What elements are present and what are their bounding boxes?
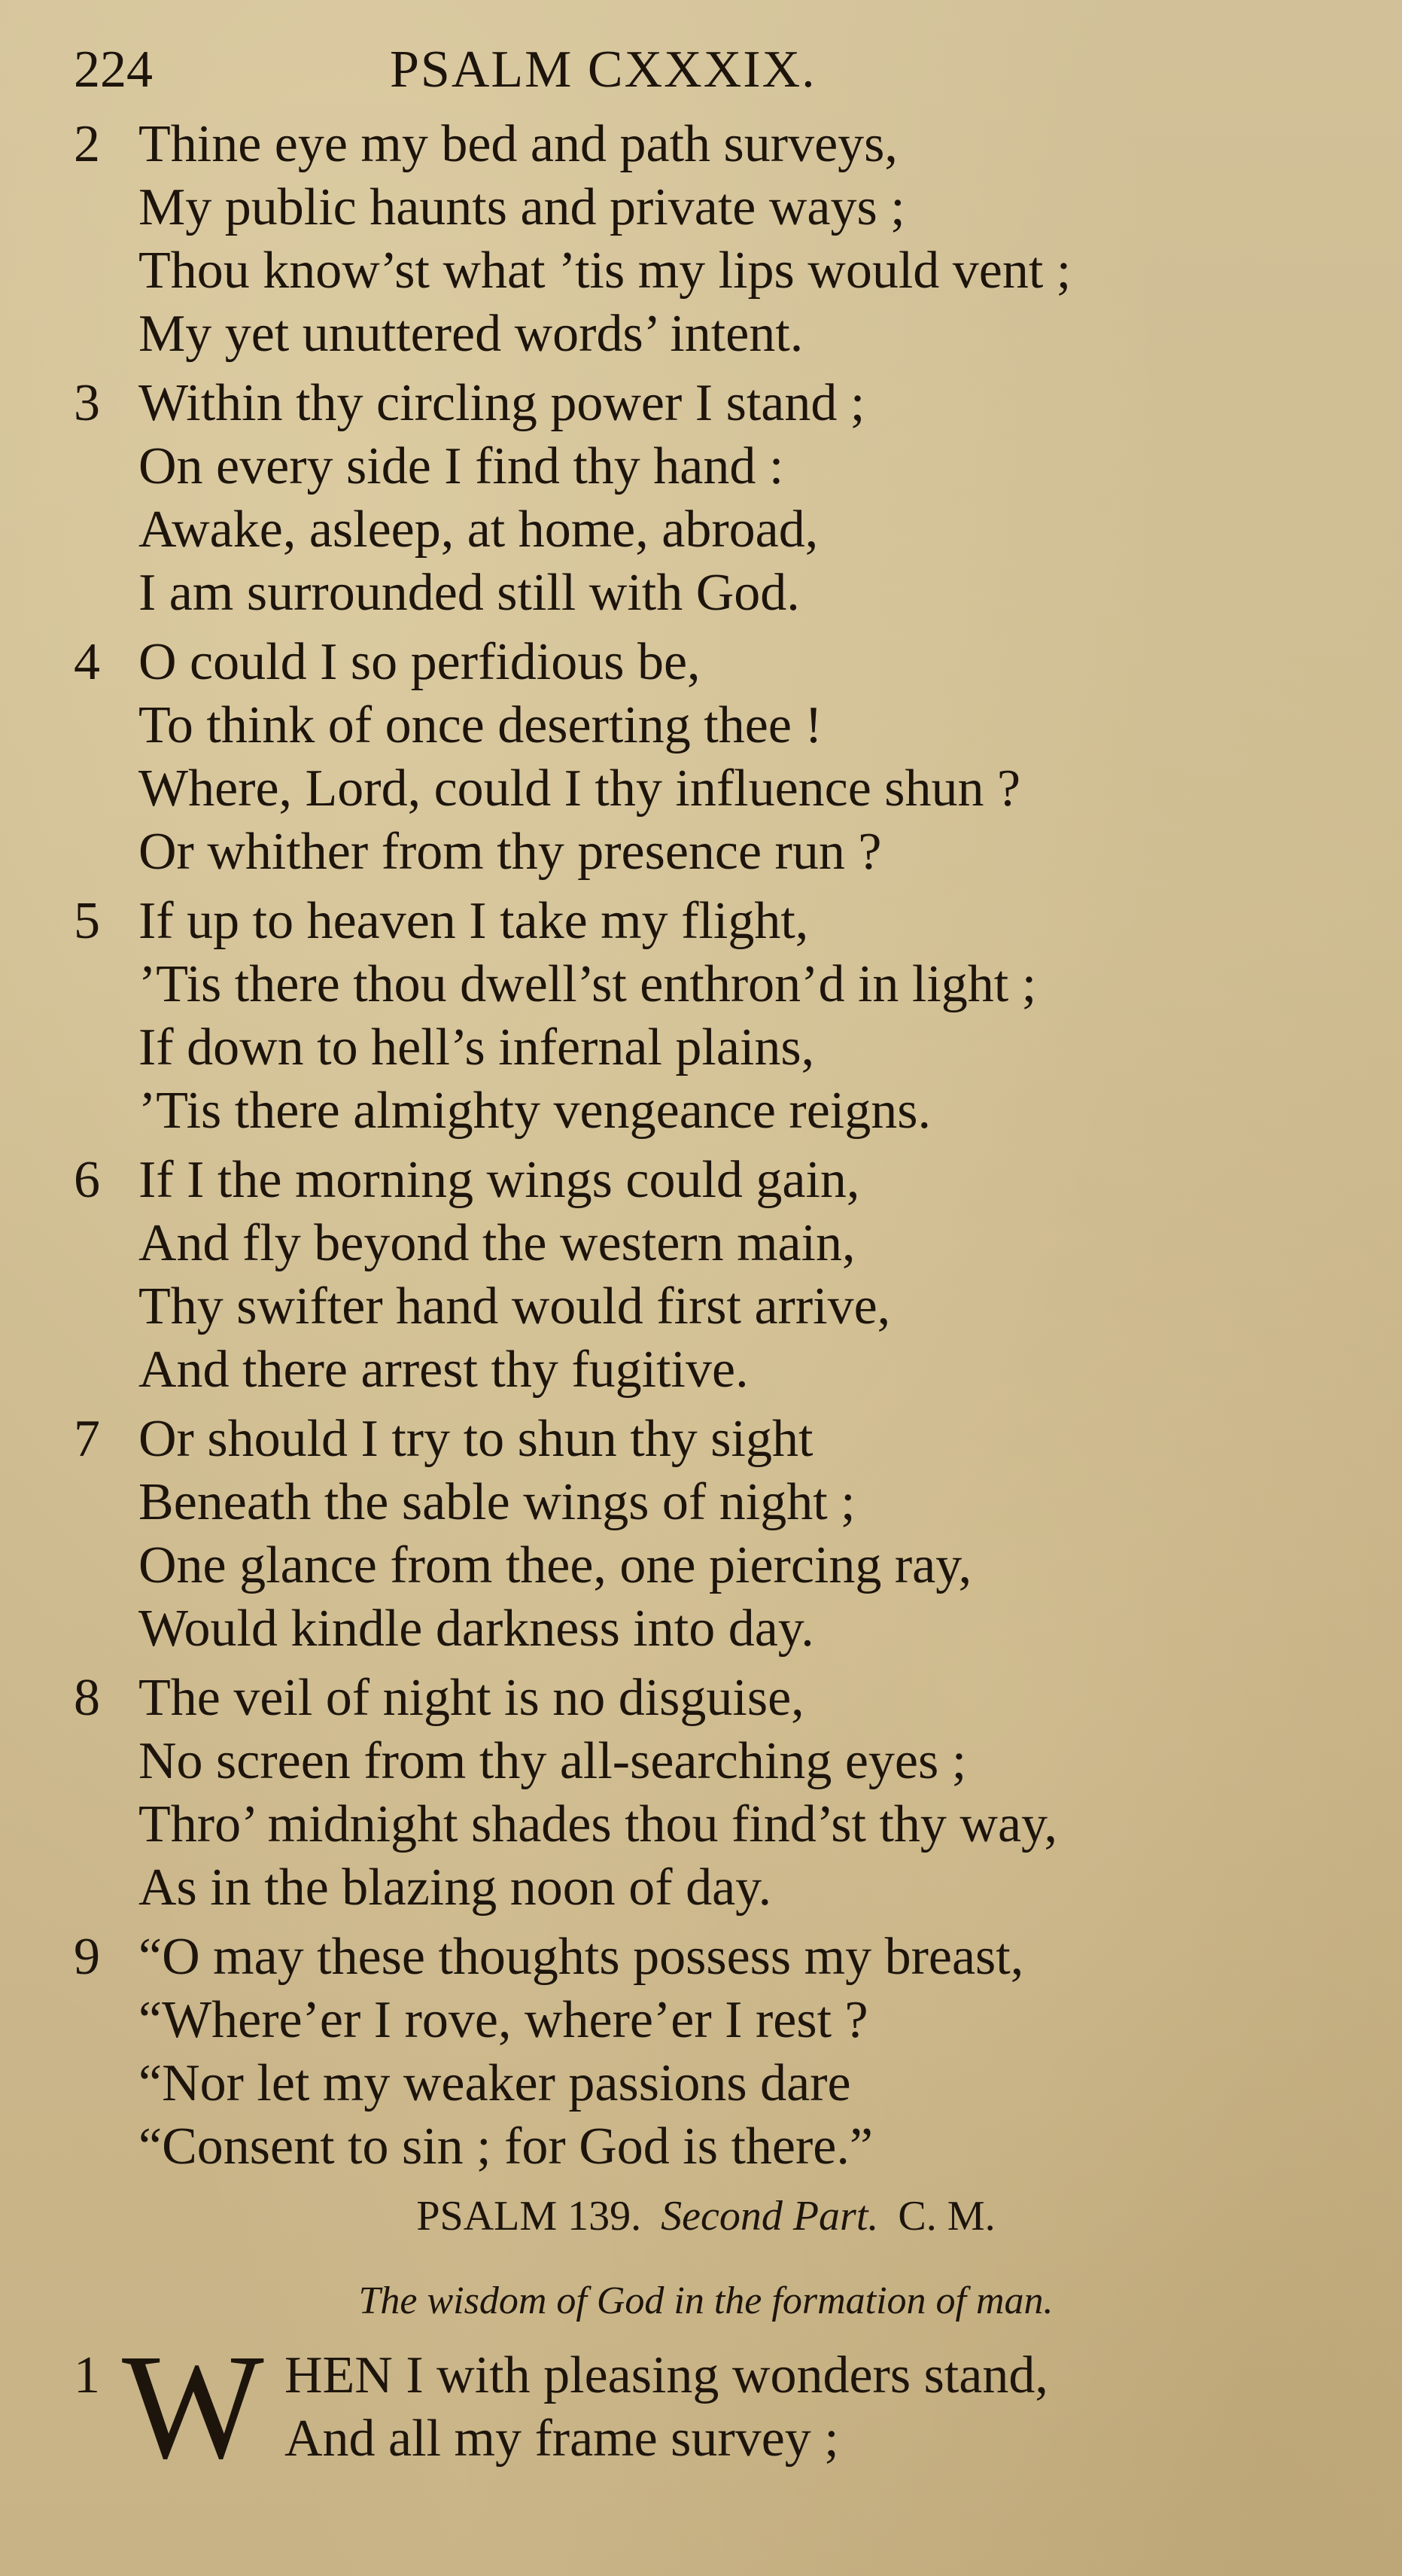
verse-line: “Where’er I rove, where’er I rest ?	[138, 1991, 868, 2049]
stanza-number: 1	[74, 2346, 100, 2404]
verse-line: “O may these thoughts possess my breast,	[138, 1928, 1024, 1986]
stanza-4	[74, 631, 1338, 884]
verse-line: Thine eye my bed and path surveys,	[138, 115, 898, 173]
section-subtitle: The wisdom of God in the formation of man.	[358, 2279, 1054, 2322]
part-label: Second Part.	[661, 2193, 879, 2240]
verse-line: And all my frame survey ;	[284, 2410, 839, 2468]
verse-line: Or whither from thy presence run ?	[138, 823, 882, 881]
stanza-number: 6	[74, 1151, 100, 1209]
verse-line: To think of once deserting thee !	[138, 696, 823, 754]
verse-line: ’Tis there thou dwell’st enthron’d in light ;	[138, 955, 1037, 1013]
verse-line: Thou know’st what ’tis my lips would vent ;	[138, 242, 1072, 300]
verse-line: Where, Lord, could I thy influence shun ?	[138, 760, 1021, 818]
stanza-2	[74, 113, 1338, 366]
page-number: 224	[74, 41, 153, 99]
verse-line: My public haunts and private ways ;	[138, 178, 905, 236]
stanza-number: 3	[74, 374, 100, 432]
stanza-3	[74, 372, 1338, 625]
verse-line: Or should I try to shun thy sight	[138, 1410, 814, 1468]
verse-line: If down to hell’s infernal plains,	[138, 1019, 815, 1076]
verse-line: O could I so perfidious be,	[138, 633, 701, 691]
stanza-number: 7	[74, 1410, 100, 1468]
verse-line: On every side I find thy hand :	[138, 437, 784, 495]
verse-line: And fly beyond the western main,	[138, 1214, 856, 1272]
verse-line: Within thy circling power I stand ;	[138, 374, 865, 432]
stanza-number: 4	[74, 633, 100, 691]
verse-line: One glance from thee, one piercing ray,	[138, 1536, 972, 1594]
verse-line: Would kindle darkness into day.	[138, 1600, 814, 1658]
section-heading	[74, 2186, 1338, 2246]
drop-cap: W	[122, 2324, 264, 2490]
verse-line: If up to heaven I take my flight,	[138, 892, 809, 950]
verse-line: HEN I with pleasing wonders stand,	[284, 2346, 1048, 2404]
stanza-number: 5	[74, 892, 100, 950]
stanza-5	[74, 890, 1338, 1143]
verse-line: And there arrest thy fugitive.	[138, 1341, 749, 1399]
verse-line: The veil of night is no disguise,	[138, 1669, 804, 1727]
verse-line: “Consent to sin ; for God is there.”	[138, 2118, 873, 2176]
stanza-1	[74, 2324, 1338, 2490]
verse-line: I am surrounded still with God.	[138, 564, 800, 622]
verse-line: Awake, asleep, at home, abroad,	[138, 501, 819, 559]
psalm-label: PSALM 139.	[416, 2193, 642, 2240]
verse-line: Beneath the sable wings of night ;	[138, 1473, 856, 1531]
stanza-number: 8	[74, 1669, 100, 1727]
page-header	[74, 29, 962, 111]
verse-line: My yet unuttered words’ intent.	[138, 305, 804, 363]
verse-line: As in the blazing noon of day.	[138, 1859, 772, 1917]
stanza-6	[74, 1149, 1338, 1402]
running-title: PSALM CXXXIX.	[390, 41, 817, 99]
verse-line: Thy swifter hand would first arrive,	[138, 1277, 891, 1335]
verse-line: ’Tis there almighty vengeance reigns.	[138, 1082, 931, 1140]
stanza-number: 9	[74, 1928, 100, 1986]
verse-line: No screen from thy all-searching eyes ;	[138, 1732, 967, 1790]
stanza-7	[74, 1408, 1338, 1661]
verse-line: “Nor let my weaker passions dare	[138, 2054, 851, 2112]
verse-line: If I the morning wings could gain,	[138, 1151, 860, 1209]
meter-label: C. M.	[898, 2193, 996, 2240]
stanza-9	[74, 1926, 1338, 2179]
stanza-8	[74, 1667, 1338, 1920]
verse-line: Thro’ midnight shades thou find’st thy way,	[138, 1795, 1057, 1853]
stanza-number: 2	[74, 115, 100, 173]
